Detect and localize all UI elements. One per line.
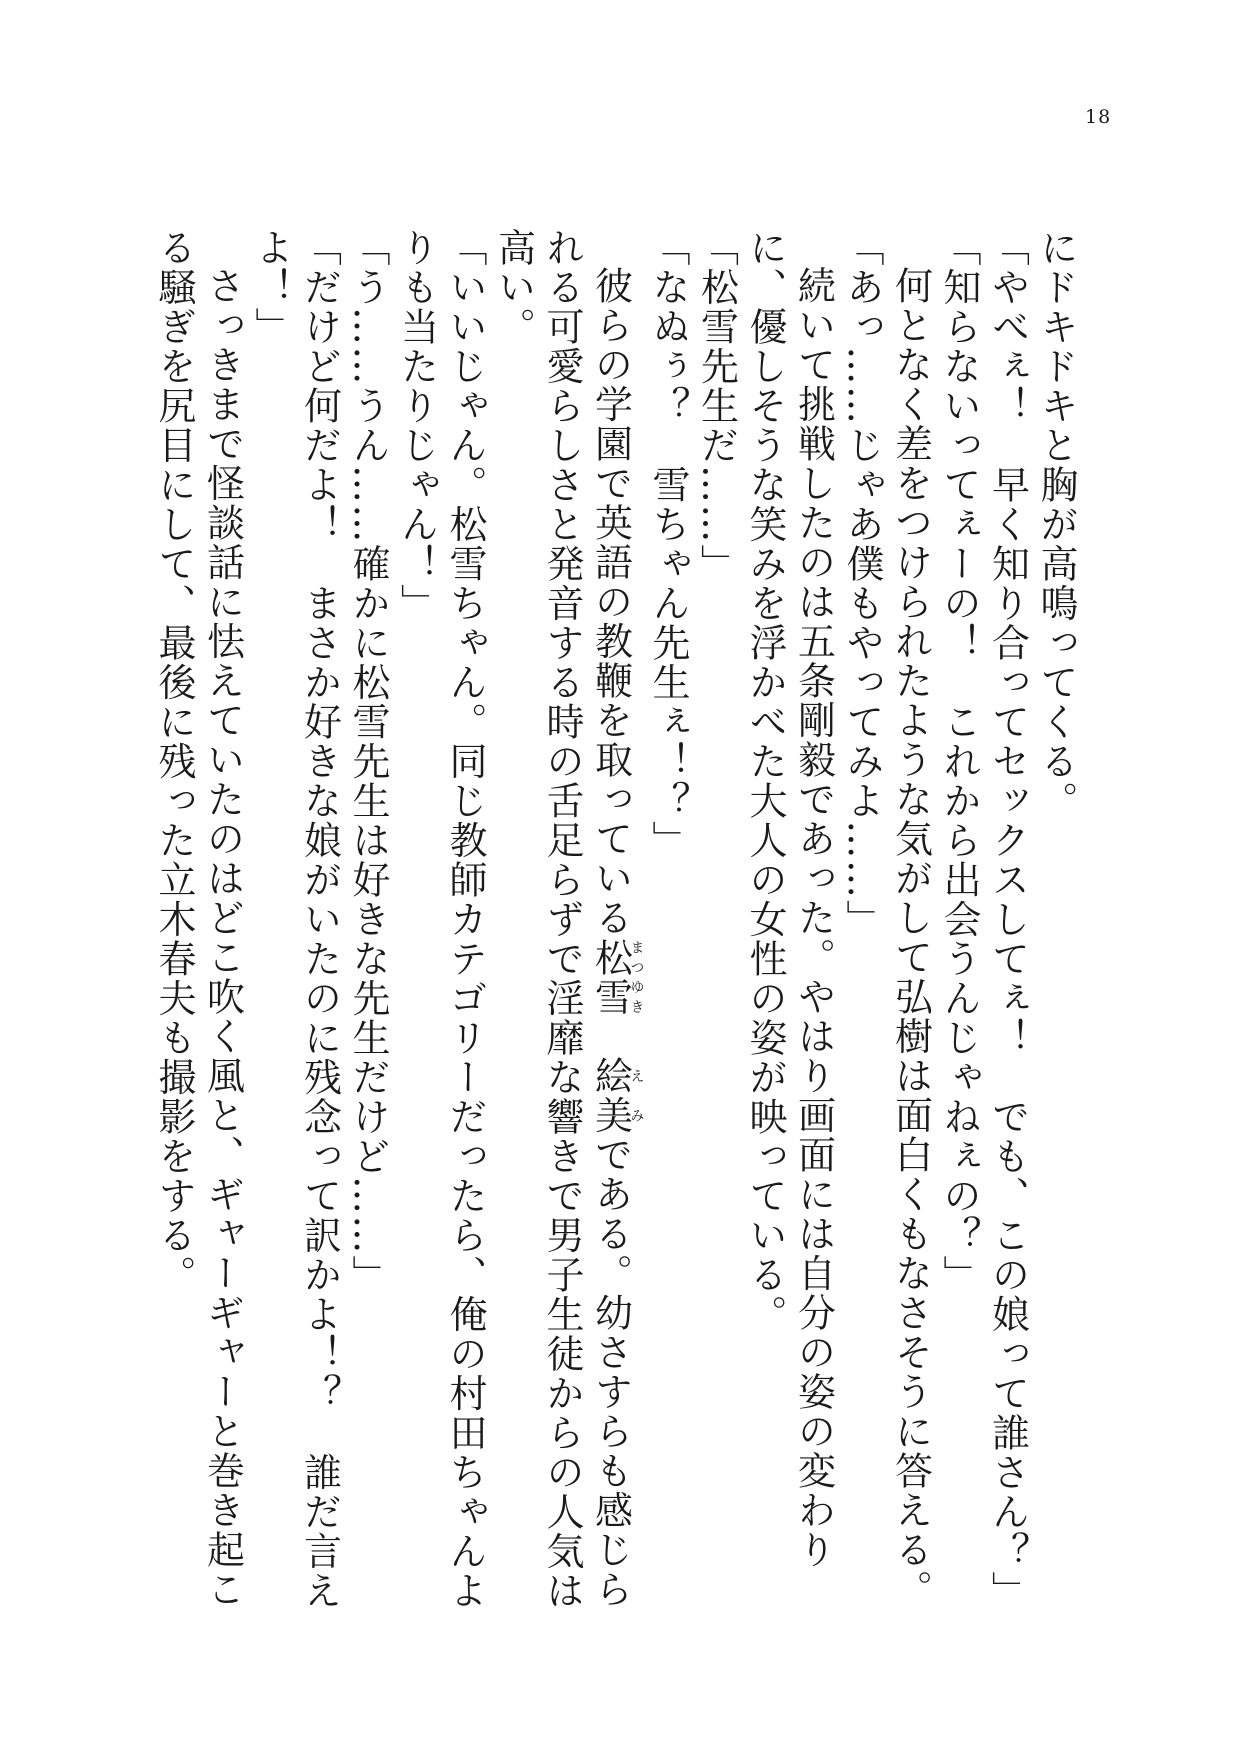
paragraph-segment: である。幼さすらも感じられる可愛らしさと発音する時の舌足らずで淫靡な響きで男子生徒からの人気は高い。 [491, 228, 633, 1611]
ruby-base: 絵美 [588, 1056, 633, 1135]
ruby-reading: まつゆき [628, 937, 645, 1017]
paragraph-segment [589, 1017, 633, 1057]
paragraph: 何となく差をつけられたような気がして弘樹は面白くもなさそうに答える。 [888, 266, 933, 1609]
paragraph: 「あっ……じゃあ僕もやってみよ……」 [840, 228, 884, 939]
paragraph-with-ruby [489, 228, 644, 1628]
page-number: 18 [1085, 106, 1112, 128]
ruby-name-emi [588, 1056, 645, 1135]
paragraph: 「いいじゃん。松雪ちゃん。同じ教師カテゴリーだったら、俺の村田ちゃんよりも当たりじゃん！」 [394, 228, 487, 1611]
paragraph: さっきまで怪談話に怯えていたのはどこ吹く風と、ギャーギャーと巻き起こる騒ぎを尻目にして、最後に残った立木春夫も撮影をする。 [152, 228, 245, 1609]
paragraph: 「だけど何だよ！ まさか好きな娘がいたのに残念って訳かよ！？ 誰だ言えよ！」 [249, 228, 342, 1611]
paragraph: 「なぬぅ？ 雪ちゃん先生ぇ！？」 [646, 228, 690, 860]
ruby-name-matsuyuki [588, 937, 645, 1017]
paragraph: 「う……うん……確かに松雪先生は好きな先生だけど……」 [346, 228, 390, 1295]
ruby-base: 松雪 [588, 937, 633, 1017]
body-text [150, 228, 1080, 1628]
ruby-reading: えみ [628, 1056, 645, 1135]
paragraph: 「やべぇ！ 早く知り合ってセックスしてぇ！ でも、この娘って誰さん？」 [985, 228, 1030, 1611]
paragraph: 「松雪先生だ……」 [694, 228, 739, 584]
paragraph: 続いて挑戦したのは五条剛毅であった。やはり画面には自分の姿の変わりに、優しそうな笑みを浮かべた大人の女性の姿が映っている。 [743, 228, 836, 1570]
paragraph: にドキドキと胸が高鳴ってくる。 [1034, 228, 1078, 821]
paragraph-segment: 彼らの学園で英語の教鞭を取っている [588, 266, 633, 938]
paragraph: 「知らないってぇーの！ これから出会うんじゃねぇの？」 [937, 228, 981, 1295]
